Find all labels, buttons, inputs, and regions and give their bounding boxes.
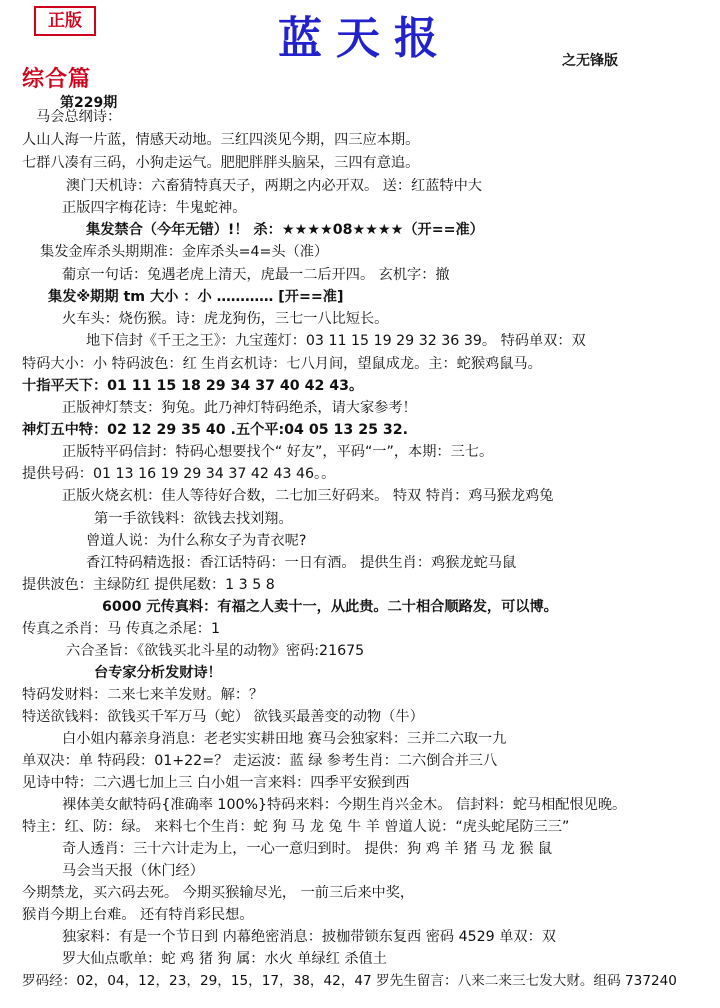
text-line: 特主：红、防：绿。 来料七个生肖：蛇 狗 马 龙 兔 牛 羊 曾道人说：“虎头蛇尾防三三” [22,819,570,835]
text-line: 提供号码：01 13 16 19 29 34 37 42 43 46。。 [22,466,336,482]
text-line: 集发※期期 tm 大小 ：小 ………… [开==准] [48,289,344,305]
text-line: 地下信封《千王之王》：九宝莲灯：03 11 15 19 29 32 36 39。 特码单双：双 [86,333,586,349]
text-line: 正版特平码信封：特码心想要找个“ 好友”，平码“一”，本期：三七。 [62,444,494,460]
text-line: 今期禁龙，买六码去死。 今期买猴输尽光， 一前三后来中奖， [22,885,415,901]
text-line: 罗大仙点歌单：蛇 鸡 猪 狗 属：水火 单绿红 杀值土 [62,951,387,967]
text-line: 马会总纲诗： [36,109,122,125]
text-line: 香江特码精选报：香江话特码：一日有酒。 提供生肖：鸡猴龙蛇马鼠 [86,555,517,571]
text-line: 特码大小：小 特码波色：红 生肖玄机诗：七八月间，望鼠成龙。主：蛇猴鸡鼠马。 [22,356,542,372]
text-line: 单双决：单 特码段：01+22=？ 走运波：蓝 绿 参考生肖：二六倒合并三八 [22,753,498,769]
text-line: 提供波色：主绿防红 提供尾数：1 3 5 8 [22,577,275,593]
text-line: 人山人海一片蓝，情感天动地。三红四淡见今期，四三应本期。 [22,132,420,148]
text-line: 猴肖今期上台难。 还有特肖彩民想。 [22,907,254,923]
text-line: 集发禁合（今年无错）!！ 杀：★★★★08★★★★（开==准） [86,222,484,238]
text-line: 白小姐内幕亲身消息：老老实实耕田地 赛马会独家料：三并二六取一九 [62,731,507,747]
edition-label: 之无锋版 [562,53,618,69]
text-line: 台专家分析发财诗！ [94,665,222,681]
text-line: 见诗中特：二六遇七加上三 白小姐一言来料：四季平安猴到西 [22,775,410,791]
edition-badge: 正版 [34,6,96,36]
text-line: 葡京一句话：兔遇老虎上清天，虎最一二后开四。 玄机字：撤 [62,267,450,283]
text-line: 独家料：有是一个节日到 内幕绝密消息：披枷带锁东复西 密码 4529 单双：双 [62,929,556,945]
text-line: 奇人透肖：三十六计走为上，一心一意归到时。 提供：狗 鸡 羊 猪 马 龙 猴 鼠 [62,841,553,857]
text-line: 马会当天报（休门经） [62,863,204,879]
text-line: 传真之杀肖：马 传真之杀尾：1 [22,621,220,637]
text-line: 6000 元传真料：有福之人卖十一，从此贵。二十相合顺路发，可以博。 [102,599,558,615]
newspaper-title: 蓝天报 [278,13,452,64]
text-line: 火车头：烧伤猴。诗：虎龙狗伤，三七一八比短长。 [62,311,389,327]
text-line: 第一手欲钱料：欲钱去找刘翔。 [94,511,293,527]
text-line: 裸体美女献特码{准确率 100%}特码来料：今期生肖兴金木。 信封料：蛇马相配恨见晚。 [62,797,627,813]
text-line: 七群八凑有三码，小狗走运气。肥肥胖胖头脑呆，三四有意追。 [22,155,420,171]
text-line: 六合圣旨：《欲钱买北斗星的动物》密码:21675 [66,643,365,659]
text-line: 罗码经：02，04，12，23，29，15，17，38，42，47 罗先生留言：八来二来三七发大财。组码 737240 [22,973,677,989]
text-line: 集发金库杀头期期准：金库杀头=4=头（准） [40,244,329,260]
text-line: 正版神灯禁支：狗兔。此乃神灯特码绝杀，请大家参考！ [62,400,417,416]
text-line: 正版四字梅花诗：牛鬼蛇神。 [62,200,247,216]
text-line: 特送欲钱料：欲钱买千军万马（蛇） 欲钱买最善变的动物（牛） [22,709,424,725]
text-line: 十指平天下：01 11 15 18 29 34 37 40 42 43。 [22,378,364,394]
text-line: 曾道人说：为什么称女子为青衣呢? [86,533,307,549]
text-line: 神灯五中特：02 12 29 35 40 .五个平:04 05 13 25 32. [22,422,409,438]
text-line: 正版火烧玄机：佳人等待好合数，二七加三好码来。 特双 特肖：鸡马猴龙鸡兔 [62,488,554,504]
issue-number: 第229期 [60,95,118,111]
section-title: 综合篇 [22,67,92,92]
text-line: 澳门天机诗：六畜猜特真天子，两期之内必开双。 送：红蓝特中大 [66,178,482,194]
text-line: 特码发财料：二来七来羊发财。解：？ [22,687,264,703]
